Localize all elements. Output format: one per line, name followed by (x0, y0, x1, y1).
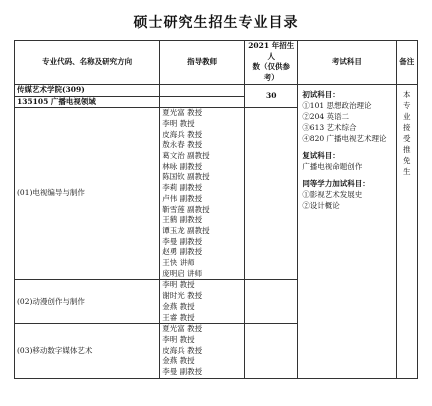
college-row (15, 84, 418, 96)
major-name: 135105 广播电视领域 (15, 96, 160, 108)
direction-label: (01)电视编导与制作 (15, 108, 160, 280)
header-enrollment: 2021 年招生人 数（仅供参考） (245, 41, 298, 85)
advisor-list: 夏光富 教授 李明 教授 皮海兵 教授 敖永春 教授 葛文治 副教授 林咏 副教授 陈国钦 副教授 李莉 副教授 卢伟 副教授 靳雪莲 副教授 王鹤 副教授 谭玉龙 副教授 李曼 副教授 赵勇 副教授 王快 讲师 庞明启 讲师 (160, 108, 245, 280)
catalog-table (14, 40, 418, 379)
exam-subjects: 初试科目： ①101 思想政治理论 ②204 英语二 ③613 艺术综合 ④820 广播电视艺术理论 复试科目： 广播电视命题创作 同等学力加试科目： ①影视艺术发展史 ②设计概论 (298, 84, 396, 378)
header-row (15, 41, 418, 85)
page-title: 硕士研究生招生专业目录 (133, 15, 299, 31)
header-major: 专业代码、名称及研究方向 (15, 41, 160, 85)
advisor-list: 夏光富 教授 李明 教授 皮海兵 教授 金燕 教授 李曼 副教授 (160, 324, 245, 379)
direction-label: (03)移动数字媒体艺术 (15, 324, 160, 379)
college-name: 传媒艺术学院(309) (15, 84, 160, 96)
direction-label: (02)动漫创作与制作 (15, 280, 160, 324)
header-note: 备注 (396, 41, 418, 85)
note-cell: 本 专 业 接 受 推 免 生 (396, 84, 418, 378)
header-exam: 考试科目 (298, 41, 396, 85)
header-advisor: 指导教师 (160, 41, 245, 85)
enrollment-count: 30 (245, 84, 298, 107)
advisor-list: 李明 教授 谢时光 教授 金燕 教授 王睿 教授 (160, 280, 245, 324)
